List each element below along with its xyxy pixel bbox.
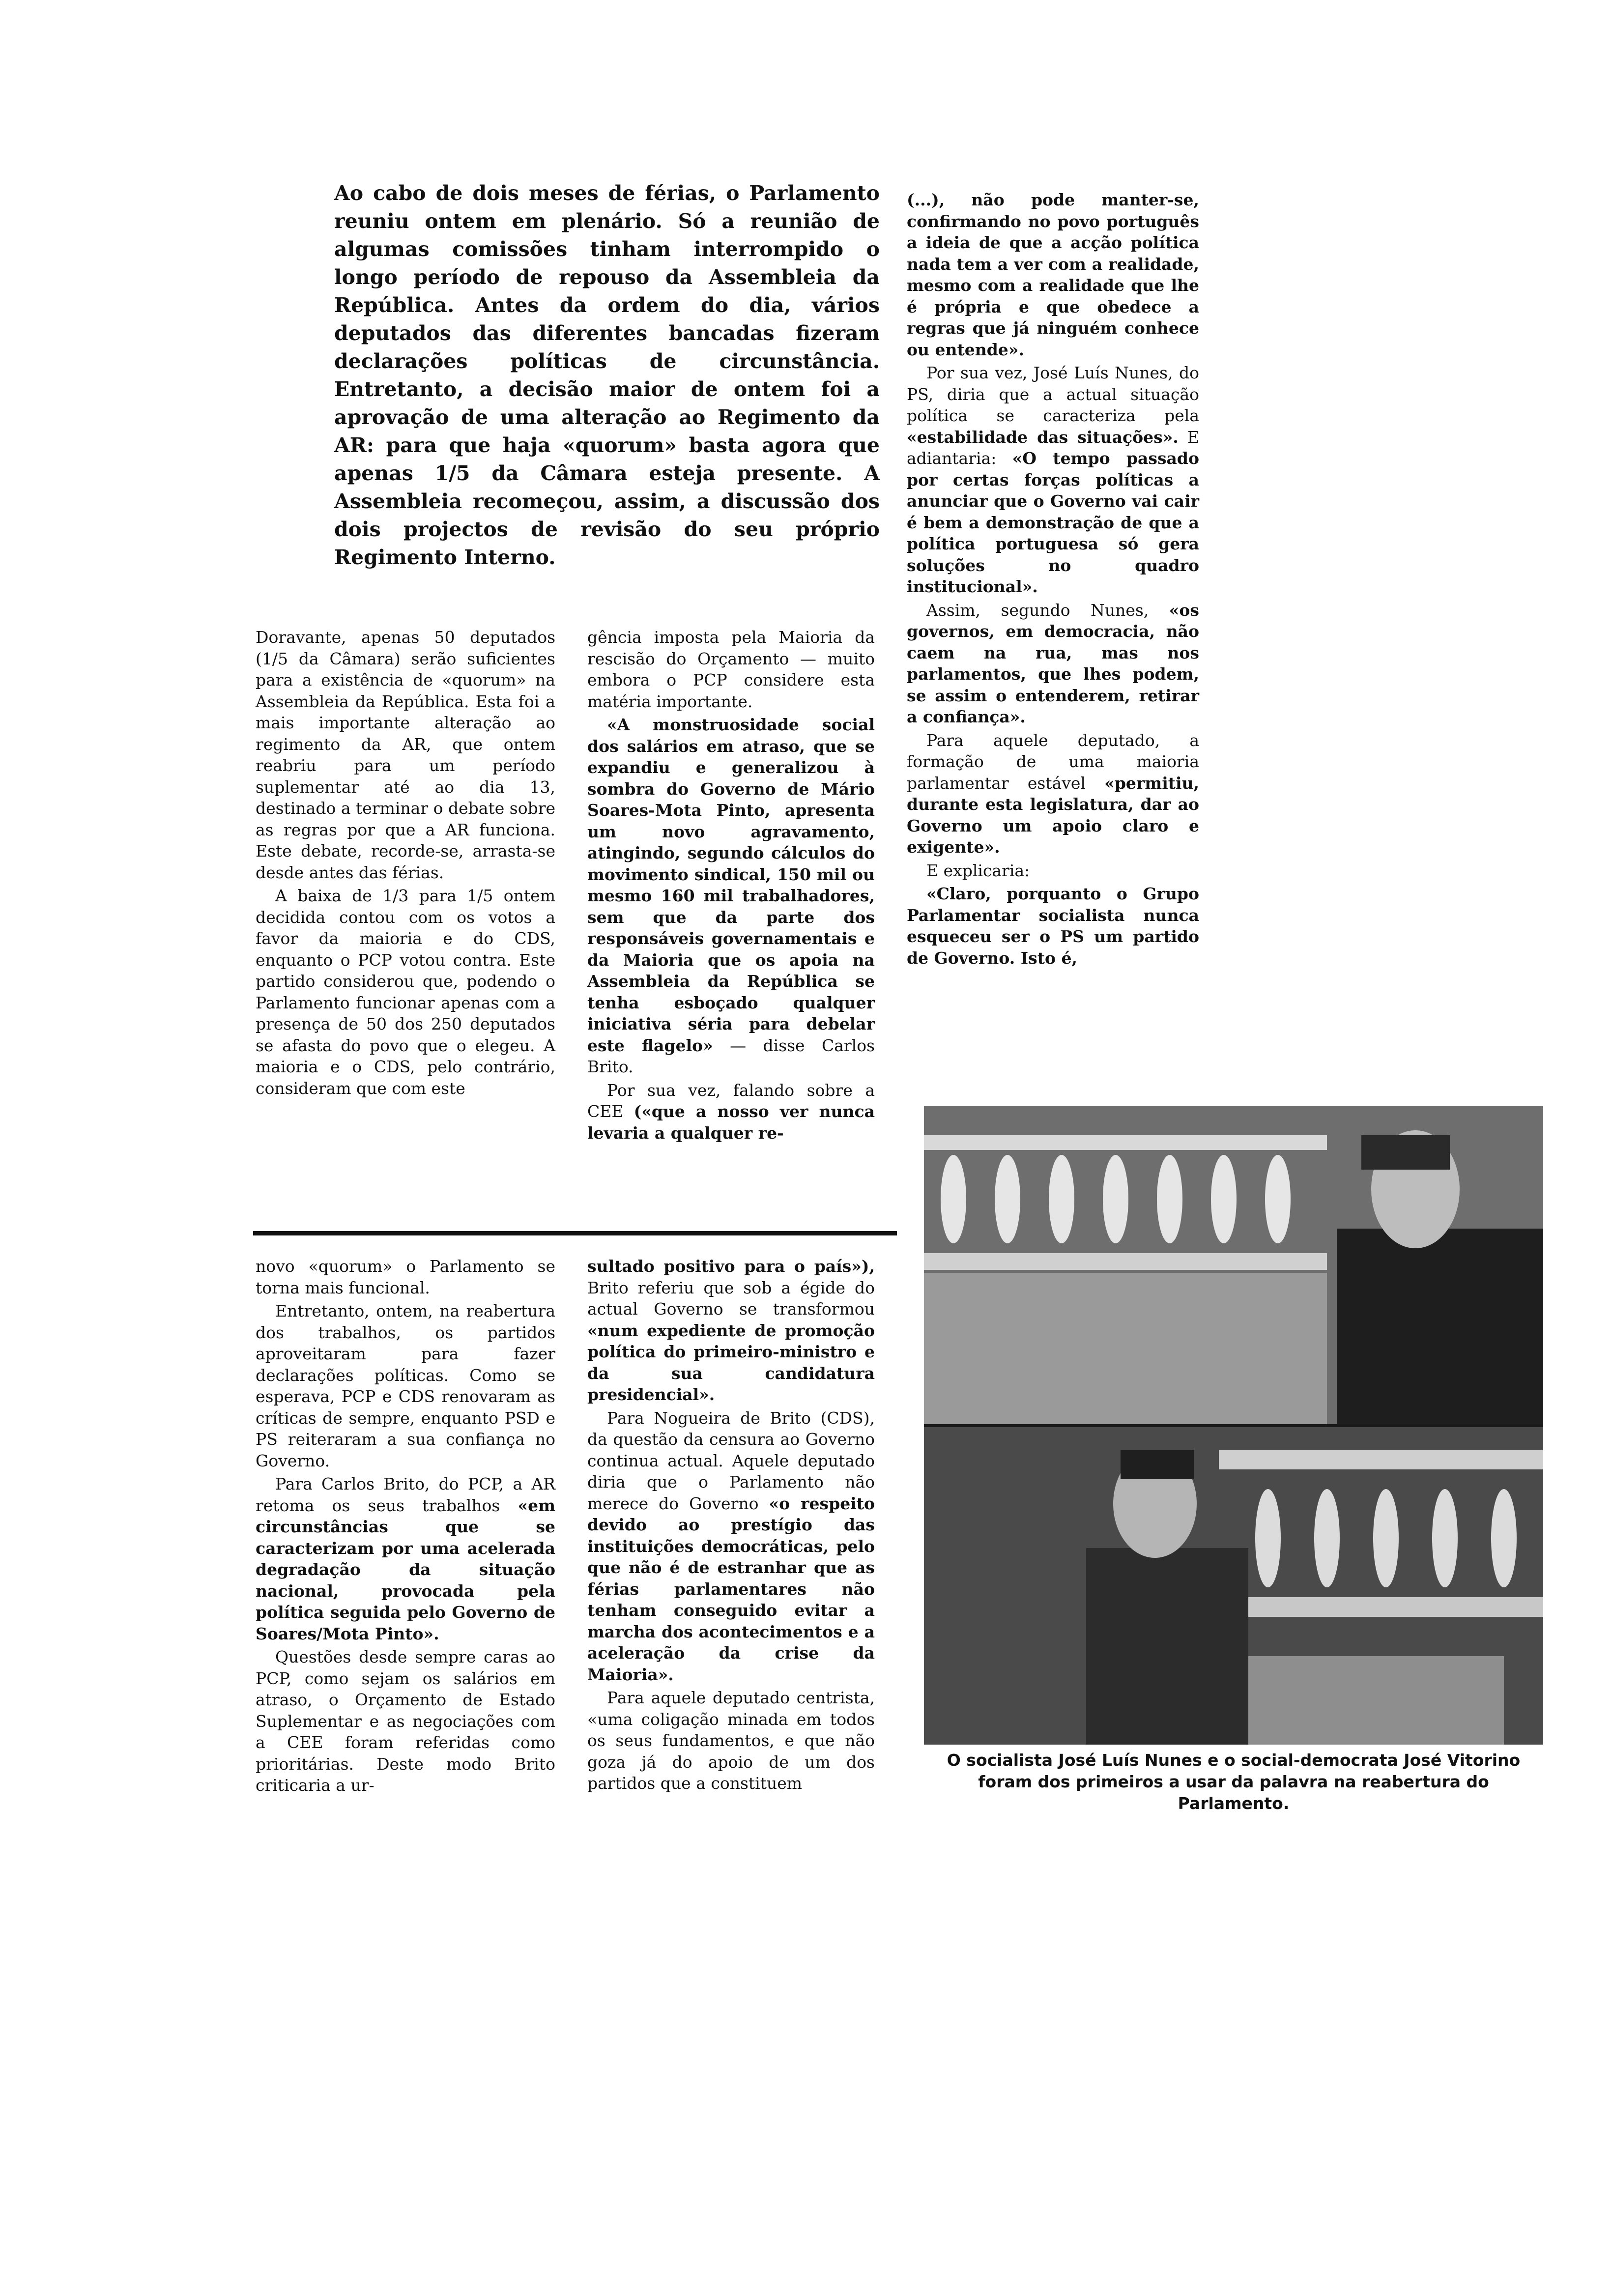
photo-caption: O socialista José Luís Nunes e o social-democrata José Vitorino foram dos primeiros a usar da palavra na reabertura do Parlamento. bbox=[947, 1751, 1521, 1813]
paragraph: Doravante, apenas 50 deputados (1/5 da Câmara) serão suficientes para a existência de «quorum» na Assembleia da República. Esta foi a mais importante alteração ao regimento da AR, que ontem reabriu para um período suplementar até ao dia 13, destinado a terminar o debate sobre as regras por que a AR funciona. Este debate, recorde-se, arrasta-se desde antes das férias. bbox=[256, 628, 555, 882]
paragraph bbox=[587, 714, 875, 1078]
paragraph-text: Por sua vez, José Luís Nunes, do PS, diria que a actual situação política se caracteriza pela bbox=[907, 363, 1199, 425]
paragraph: gência imposta pela Maioria da rescisão do Orçamento — muito embora o PCP considere esta matéria importante. bbox=[587, 628, 875, 711]
paragraph: A baixa de 1/3 para 1/5 ontem decidida contou com os votos a favor da maioria e do CDS, enquanto o PCP votou contra. Este partido considerou que, podendo o Parlamento funcionar apenas com a presença de 50 dos 250 deputados se afasta do povo que o elegeu. A maioria e o CDS, pelo contrário, consideram que com este bbox=[256, 886, 555, 1098]
paragraph-text: Para aquele deputado, a formação de uma maioria parlamentar estável bbox=[907, 730, 1199, 793]
paragraph bbox=[256, 1473, 555, 1644]
quote-text: sultado positivo para o país»), bbox=[587, 1257, 875, 1276]
paragraph: Para aquele deputado centrista, «uma coligação minada em todos os seus fundamentos, e que não goza já do apoio de um dos partidos que a constituem bbox=[587, 1688, 875, 1793]
paragraph-text: — disse Carlos Brito. bbox=[587, 1035, 875, 1076]
paragraph bbox=[587, 1407, 875, 1686]
paragraph bbox=[907, 362, 1199, 598]
article-column-5 bbox=[587, 1256, 875, 1796]
quote-text: «os governos, em democracia, não caem na rua, mas nos parlamentos, que lhes podem, se assim o entenderem, retirar a confiança». bbox=[907, 600, 1199, 726]
article-lead: Ao cabo de dois meses de férias, o Parlamento reuniu ontem em plenário. Só a reunião de algumas comissões tinham interrompido o longo período de repouso da Assembleia da República. Antes da ordem do dia, vários deputados das diferentes bancadas fizeram declarações políticas de circunstância. Entretanto, a decisão maior de ontem foi a aprovação de uma alteração ao Regimento da AR: para que haja «quorum» basta agora que apenas 1/5 da Câmara esteja presente. A Assembleia recomeçou, assim, a discussão dos dois projectos de revisão do seu próprio Regimento Interno. bbox=[334, 181, 880, 569]
paragraph: Entretanto, ontem, na reabertura dos trabalhos, os partidos aproveitaram para fazer declarações políticas. Como se esperava, PCP e CDS renovaram as críticas de sempre, enquanto PSD e PS reiteraram a sua confiança no Governo. bbox=[256, 1301, 555, 1470]
quote-text: «o respeito devido ao prestígio das instituições democráticas, pelo que não é de estranhar que as férias parlamentares não tenham conseguido evitar a marcha dos acontecimentos e a aceleração da crise da Maioria». bbox=[587, 1493, 875, 1684]
quote-text: «Claro, porquanto o Grupo Parlamentar socialista nunca esqueceu ser o PS um partido de Governo. Isto é, bbox=[907, 884, 1199, 968]
quote-text: (...), não pode manter-se, confirmando no povo português a ideia de que a acção política nada tem a ver com a realidade, mesmo com a realidade que lhe é própria e que obedece a regras que já ninguém conhece ou entende». bbox=[907, 190, 1199, 359]
quote-text: «A monstruosidade social dos salários em atraso, que se expandiu e generalizou à sombra do Governo de Mário Soares-Mota Pinto, apresenta um novo agravamento, atingindo, segundo cálculos do movimento sindical, 150 mil ou mesmo 160 mil trabalhadores, sem que da parte dos responsáveis governamentais e da Maioria que os apoia na Assembleia da República se tenha esboçado qualquer iniciativa séria para debelar este flagelo» bbox=[587, 715, 875, 1055]
column-divider-rule bbox=[253, 1231, 897, 1235]
paragraph: E explicaria: bbox=[926, 861, 1030, 880]
quote-text: «O tempo passado por certas forças políticas a anunciar que o Governo vai cair é bem a demonstração de que a política portuguesa só gera soluções no quadro institucional». bbox=[907, 449, 1200, 596]
paragraph bbox=[587, 1256, 875, 1406]
paragraph bbox=[587, 1080, 875, 1144]
paragraph bbox=[907, 189, 1199, 360]
photo-two-speakers-icon bbox=[924, 1106, 1543, 1745]
quote-text: «permitiu, durante esta legislatura, dar ao Governo um apoio claro e exigente». bbox=[907, 773, 1199, 857]
quote-text: «num expediente de promoção política do primeiro-ministro e da sua candidatura presidencial». bbox=[587, 1320, 875, 1404]
quote-text: («que a nosso ver nunca levaria a qualquer re- bbox=[587, 1102, 875, 1143]
paragraph bbox=[907, 730, 1199, 858]
quote-text: «em circunstâncias que se caracterizam por uma acelerada degradação da situação nacional, provocada pela política seguida pelo Governo de Soares/Mota Pinto». bbox=[256, 1495, 555, 1643]
paragraph-text: Assim, segundo Nunes, bbox=[926, 600, 1169, 620]
quote-text: «estabilidade das situações». bbox=[907, 427, 1179, 447]
article-column-1 bbox=[256, 627, 555, 1101]
article-column-2 bbox=[587, 627, 875, 1146]
photo-illustration bbox=[924, 1106, 1543, 1745]
paragraph bbox=[907, 883, 1199, 969]
paragraph: Questões desde sempre caras ao PCP, como sejam os salários em atraso, o Orçamento de Estado Suplementar e as negociações com a CEE foram referidas como prioritárias. Deste modo Brito criticaria a ur- bbox=[256, 1647, 555, 1795]
paragraph-text: E adiantaria: bbox=[907, 427, 1199, 468]
paragraph bbox=[907, 600, 1199, 728]
paragraph-text: Para Carlos Brito, do PCP, a AR retoma os seus trabalhos bbox=[256, 1474, 555, 1515]
article-column-3 bbox=[907, 189, 1199, 971]
paragraph-text: Brito referiu que sob a égide do actual Governo se transformou bbox=[587, 1278, 875, 1319]
paragraph-text: Por sua vez, falando sobre a CEE bbox=[587, 1080, 875, 1121]
paragraph-text: Para Nogueira de Brito (CDS), da questão da censura ao Governo continua actual. Aquele deputado diria que o Parlamento não merece do Governo bbox=[587, 1408, 875, 1513]
article-column-4 bbox=[256, 1256, 555, 1798]
paragraph: novo «quorum» o Parlamento se torna mais funcional. bbox=[256, 1257, 555, 1297]
